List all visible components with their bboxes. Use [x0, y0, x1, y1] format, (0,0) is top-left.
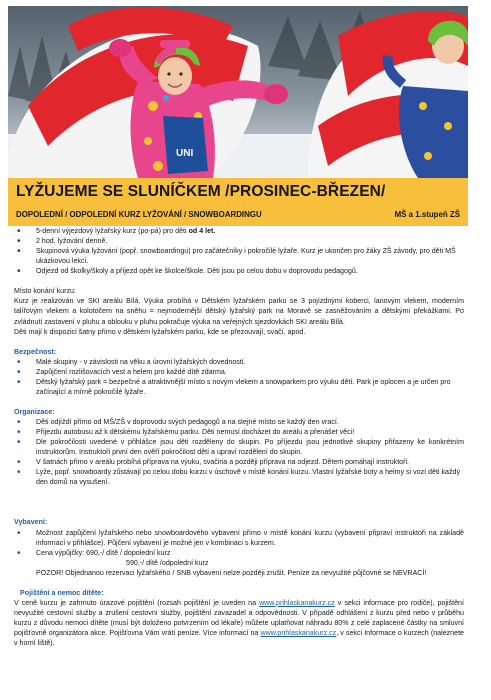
place-section	[14, 286, 464, 336]
safety-list	[14, 357, 464, 397]
subtitle-row	[16, 209, 460, 220]
equipment-section	[14, 517, 464, 577]
equipment-note: POZOR! Objednanou rezervaci lyžařského / SNB vybavení nelze později zrušit. Peníze za nevyužité půjčovné se NEVRACÍ!	[36, 568, 427, 577]
age-highlight: od 4 let.	[188, 227, 216, 235]
hero-photo	[8, 6, 468, 178]
organization-section	[14, 407, 464, 488]
insurance-heading: Pojištění a nemoc dítěte:	[20, 588, 104, 597]
list-item: • Možnost zapůjčení lyžařského nebo snowboardového vybavení přímo v místě konání kurzu (vybavení připraví instruktoři na základě informací v přihlášce). Půjčení vybavení je možné jen v kombinaci s kurzem.	[14, 528, 464, 548]
place-heading: Místo konání kurzu:	[14, 287, 76, 296]
organization-heading: Organizace:	[14, 407, 55, 416]
intro-list	[14, 226, 464, 276]
list-item: • Odjezd od školky/školy a příjezd opět ke školce/škole. Děti jsou po celou dobu v doprovodu pedagogů.	[14, 266, 464, 276]
price-afternoon: 590,-/ dítě /odpolední kurz	[126, 558, 209, 567]
list-item: • Lyže, popř. snowboardy zůstávají po celou dobu kurzu v úschově v místě konání kurzu. Vlastní lyžařské boty a helmy si vozí děti každý den domů na vysušení.	[14, 467, 464, 487]
list-item: • Zapůjčení rozlišovacích vest a helem pro každé dítě zdarma.	[14, 367, 464, 377]
target-group: MŠ a 1.stupeň ZŠ	[394, 209, 460, 219]
list-item: • 2 hod. lyžování denně.	[14, 236, 464, 246]
equipment-heading: Vybavení:	[14, 518, 48, 527]
list-item: • Skupinová výuka lyžování (popř. snowboardingu) pro začátečníky i pokročilé lyžaře. Kurz je ukončen pro žáky ZŠ závody, pro děti MŠ ukázkovou lekcí.	[14, 246, 464, 266]
main-content	[14, 226, 464, 648]
list-item: • 5-denní výjezdový lyžařský kurz (po-pá) pro děti od 4 let.	[14, 226, 464, 236]
list-item: • Malé skupiny - v závislosti na věku a úrovni lyžařských dovedností.	[14, 357, 464, 367]
place-paragraph: Kurz je realizován ve SKI areálu Bílá. Výuka probíhá v Dětském lyžařském parku se 3 pojízdnými koberci, lanovým vlekem, moderním talířovým vlekem a kolotočem na sněhu = nejmodernější dětský lyžařský park na Moravě se zasněžováním a dětskými překážkami. Po zvládnutí zastavení v pluhu a oblouku v pluhu pokračuje výuka na veřejných sjezdovkách SKI areálu Bílá.	[14, 297, 464, 326]
title-banner	[8, 178, 468, 226]
list-item: • Dětský lyžařský park = bezpečné a atraktivnější místo s novým vlekem a snowparkem pro výuku dětí. Park je oplocen a je určen pro začínající a mírně pokročilé lyžaře.	[14, 377, 464, 397]
svg-text:UNI: UNI	[176, 148, 194, 159]
list-item: • Cena výpůjčky: 690,-/ dítě / dopolední kurz	[14, 548, 464, 558]
place-paragraph-2: Děti mají k dispozici šatny přímo v dětském lyžařském parku, kde se přezouvají, svačí, apod.	[14, 327, 306, 336]
list-item: • Dle pokročilosti uvedené v přihlášce jsou děti rozděleny do skupin. Po příjezdu jsou jednotlivé skupiny přiřazeny ke konkrétním instruktorům. Instruktoři první den ověří pokročilost dětí a upraví rozdělení do skupin.	[14, 437, 464, 457]
list-item: • Přijezdu autobusu až k dětskému lyžařskému parku. Děti nemusí docházet do areálu a přenášet věci!	[14, 427, 464, 437]
organization-list	[14, 417, 464, 487]
website-link[interactable]: www.prihlaskanakurz.cz	[259, 598, 335, 607]
safety-heading: Bezpečnost:	[14, 347, 57, 356]
page-title: LYŽUJEME SE SLUNÍČKEM /PROSINEC-BŘEZEN/	[16, 183, 386, 200]
list-item: • V šatnách přímo v areálu probíhá příprava na výuku, svačina a později příprava na odjezd. Dětem pomáhají instruktoři.	[14, 457, 464, 467]
skiing-child-illustration	[8, 6, 468, 178]
insurance-section	[14, 588, 464, 648]
list-item: • Děti odjíždí přímo od MŠ/ZŠ v doprovodu svých pedagogů a na stejné místo se každý den vrací.	[14, 417, 464, 427]
course-subtitle: DOPOLEDNÍ / ODPOLEDNÍ KURZ LYŽOVÁNÍ / SNOWBOARDINGU	[16, 209, 262, 219]
insurance-paragraph: V ceně kurzu je zahrnuto úrazové pojištění (rozsah pojištění je uveden na www.prihlaskanakurz.cz v sekci informace pro rodiče), pojištění nevyužité cestovní služby a zrušení cestovní služby, pojištění zavazadel a odpovědnosti. V případě odhlášení z kurzu před nebo v průběhu kurzu z důvodu nemoci dítěte (musí být doloženo potvrzením od lékaře) můžete uplatňovat náhradu 80% z celé zaplacené částky na smluvní pojišťovně organizátora akce. Pojišťovna Vám vrátí peníze. Více informací na www.prihlaskanakurz.cz, v sekci Informace o kurzech (naleznete v horní liště).	[14, 598, 464, 648]
website-link-2[interactable]: www.prihlaskanakurz.cz	[260, 629, 337, 638]
safety-section	[14, 347, 464, 397]
equipment-list	[14, 528, 464, 558]
